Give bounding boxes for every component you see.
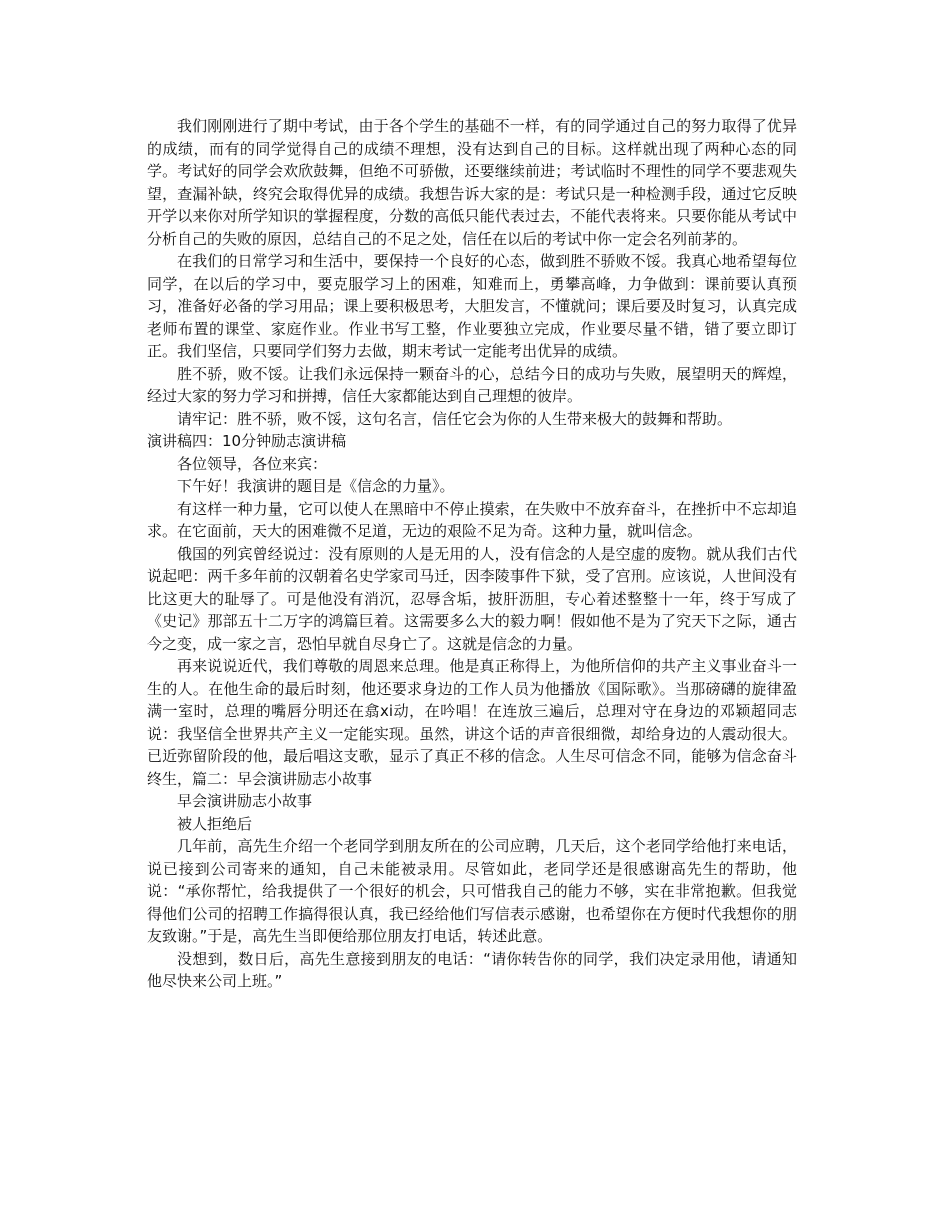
paragraph-victory: 胜不骄，败不馁。让我们永远保持一颗奋斗的心，总结今日的成功与失败，展望明天的辉煌，经过大家的努力学习和拼搏，信任大家都能达到自己理想的彼岸。	[147, 364, 797, 405]
subheading-morning-story: 早会演讲励志小故事	[177, 792, 313, 810]
paragraph-remember: 请牢记：胜不骄，败不馁，这句名言，信任它会为你的人生带来极大的鼓舞和帮助。	[177, 409, 733, 428]
paragraph-zhou-enlai: 再来说说近代，我们尊敬的周恩来总理。他是真正称得上，为他所信仰的共产主义事业奋斗一生的人。在他生命的最后时刻，他还要求身边的工作人员为他播放《国际歌》。当那磅礴的旋律盈满一室时，总理的嘴唇分明还在翕xi动，在吟唱！在连放三遍后，总理对守在身边的邓颖超同志说：我坚信全世界共产主义一定能实现。虽然，讲这个话的声音很细微，却给身边的人震动很大。已近弥留阶段的他，最后唱这支歌，显示了真正不移的信念。人生尽可信念不同，能够为信念奋斗终生，篇二：早会演讲励志小故事	[147, 657, 797, 788]
paragraph-mr-gao-story: 几年前，高先生介绍一个老同学到朋友所在的公司应聘，几天后，这个老同学给他打来电话，说已接到公司寄来的通知，自己未能被录用。尽管如此，老同学还是很感谢高先生的帮助，他说：“承你帮忙，给我提供了一个很好的机会，只可惜我自己的能力不够，实在非常抱歉。但我觉得他们公司的招聘工作搞得很认真，我已经给他们写信表示感谢，也希望你在方便时代我想你的朋友致谢。”于是，高先生当即便给那位朋友打电话，转述此意。	[147, 837, 797, 945]
paragraph-exam-results: 我们刚刚进行了期中考试，由于各个学生的基础不一样，有的同学通过自己的努力取得了优异的成绩，而有的同学觉得自己的成绩不理想，没有达到自己的目标。这样就出现了两种心态的同学。考试好的同学会欢欣鼓舞，但绝不可骄傲，还要继续前进；考试临时不理性的同学不要悲观失望，查漏补缺，终究会取得优异的成绩。我想告诉大家的是：考试只是一种检测手段，通过它反映开学以来你对所学知识的掌握程度，分数的高低只能代表过去，不能代表将来。只要你能从考试中分析自己的失败的原因，总结自己的不足之处，信任在以后的考试中你一定会名列前茅的。	[147, 117, 797, 248]
document-page	[147, 115, 797, 993]
paragraph-power-of-belief: 有这样一种力量，它可以使人在黑暗中不停止摸索，在失败中不放弃奋斗，在挫折中不忘却追求。在它面前，天大的困难微不足道，无边的艰险不足为奇。这种力量，就叫信念。	[147, 499, 797, 540]
section-heading-speech-four: 演讲稿四：10分钟励志演讲稿	[147, 432, 347, 450]
paragraph-speech-title: 下午好！我演讲的题目是《信念的力量》。	[177, 477, 455, 495]
subheading-rejected: 被人拒绝后	[177, 814, 253, 833]
paragraph-sima-qian: 俄国的列宾曾经说过：没有原则的人是无用的人，没有信念的人是空虚的废物。就从我们古代说起吧：两千多年前的汉朝着名史学家司马迁，因李陵事件下狱，受了宫刑。应该说，人世间没有比这更大的耻辱了。可是他没有消沉，忍辱含垢，披肝沥胆，专心着述整整十一年，终于写成了《史记》那部五十二万字的鸿篇巨着。这需要多么大的毅力啊！假如他不是为了究天下之际，通古今之变，成一家之言，恐怕早就自尽身亡了。这就是信念的力量。	[147, 544, 797, 653]
paragraph-greeting: 各位领导，各位来宾：	[177, 454, 328, 473]
paragraph-story-ending: 没想到，数日后，高先生意接到朋友的电话：“请你转告你的同学，我们决定录用他，请通知他尽快来公司上班。”	[147, 949, 797, 990]
paragraph-daily-study: 在我们的日常学习和生活中，要保持一个良好的心态，做到胜不骄败不馁。我真心地希望每位同学，在以后的学习中，要克服学习上的困难，知难而上，勇攀高峰，力争做到：课前要认真预习，准备好必备的学习用品；课上要积极思考，大胆发言，不懂就问；课后要及时复习，认真完成老师布置的课堂、家庭作业。作业书写工整，作业要独立完成，作业要尽量不错，错了要立即订正。我们坚信，只要同学们努力去做，期末考试一定能考出优异的成绩。	[147, 252, 797, 360]
